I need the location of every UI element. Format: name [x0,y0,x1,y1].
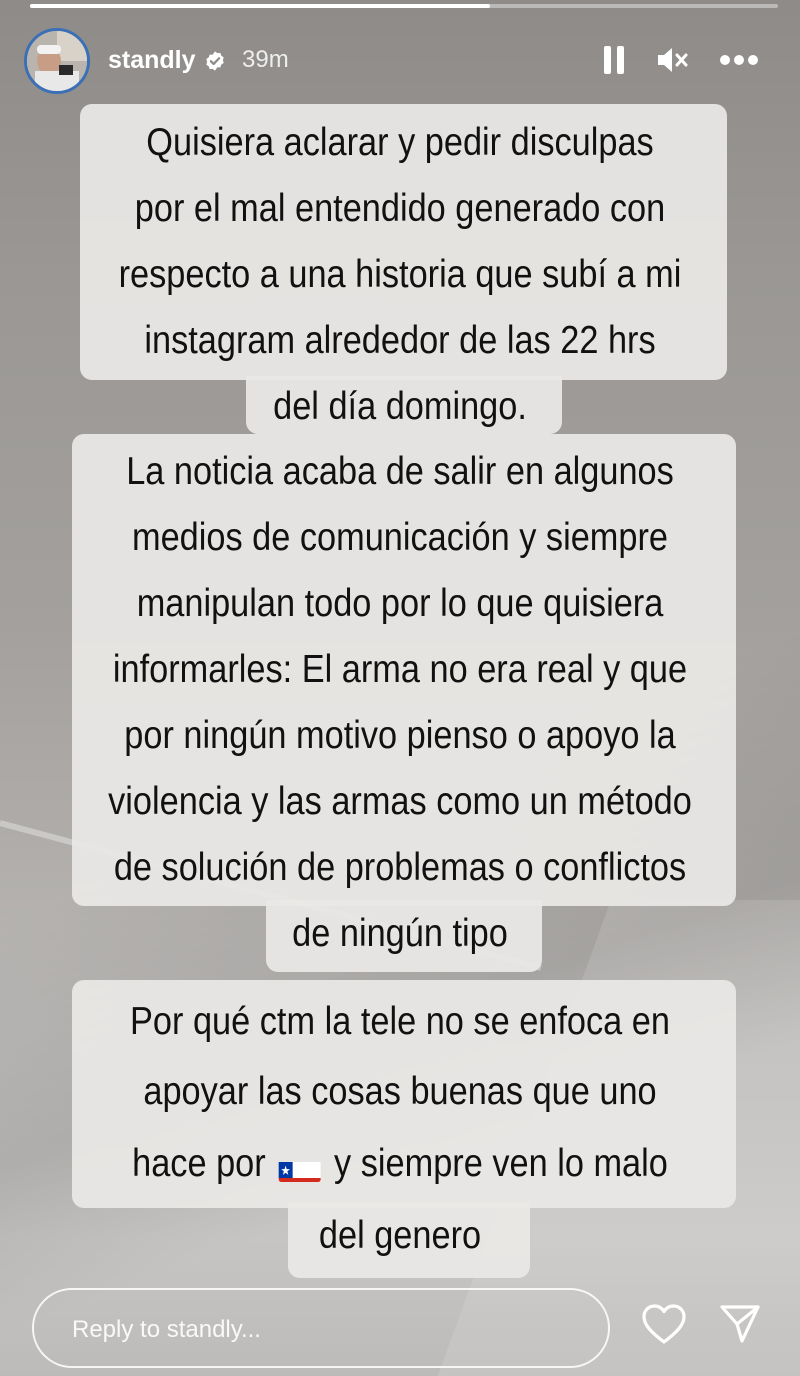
avatar-photo-icon[interactable] [24,28,90,94]
story-text-line: del genero [318,1214,482,1257]
reply-input[interactable] [32,1288,610,1368]
story-text-line: instagram alrededor de las 22 hrs [144,319,656,362]
like-button[interactable] [638,1298,690,1350]
story-text-line: del día domingo. [273,385,527,428]
speaker-muted-icon [656,45,688,75]
send-icon [718,1303,762,1345]
chile-flag-emoji [279,1150,321,1182]
story-timestamp: 39m [242,46,289,73]
story-text-line: violencia y las armas como un método [108,780,692,823]
story-text-line: La noticia acaba de salir en algunos [126,450,674,493]
verified-badge-icon [204,50,226,72]
story-text-fragment: hace por [132,1142,266,1185]
pause-button[interactable] [600,42,628,78]
more-horizontal-icon [719,54,759,66]
story-text-line: medios de comunicación y siempre [131,516,669,559]
story-text-line: de solución de problemas o conflictos [113,846,687,889]
story-text-line: respecto a una historia que subí a mi [118,253,682,296]
story-header [24,28,776,94]
story-text-line: Por qué ctm la tele no se enfoca en [130,1000,670,1043]
heart-icon [641,1303,687,1345]
send-button[interactable] [714,1298,766,1350]
story-text-line: Quisiera aclarar y pedir disculpas [146,121,654,164]
avatar-image [27,31,87,91]
mute-button[interactable] [654,42,690,78]
story-text-fragment: y siempre ven lo malo [334,1142,668,1185]
pause-icon [603,45,625,75]
reply-placeholder: Reply to standly... [72,1316,261,1343]
story-progress-fill [30,4,490,8]
more-options-button[interactable] [718,42,760,78]
story-text-line-with-emoji [48,1132,752,1196]
story-text-line: informarles: El arma no era real y que [112,648,688,691]
story-text-line: apoyar las cosas buenas que uno [143,1070,657,1113]
story-text-line: por ningún motivo pienso o apoyo la [124,714,676,757]
story-progress-bar [30,4,778,8]
story-username[interactable]: standly [108,46,196,74]
story-text-line: de ningún tipo [292,912,508,955]
story-text-line: por el mal entendido generado con [134,187,666,230]
story-text-line: manipulan todo por lo que quisiera [136,582,664,625]
